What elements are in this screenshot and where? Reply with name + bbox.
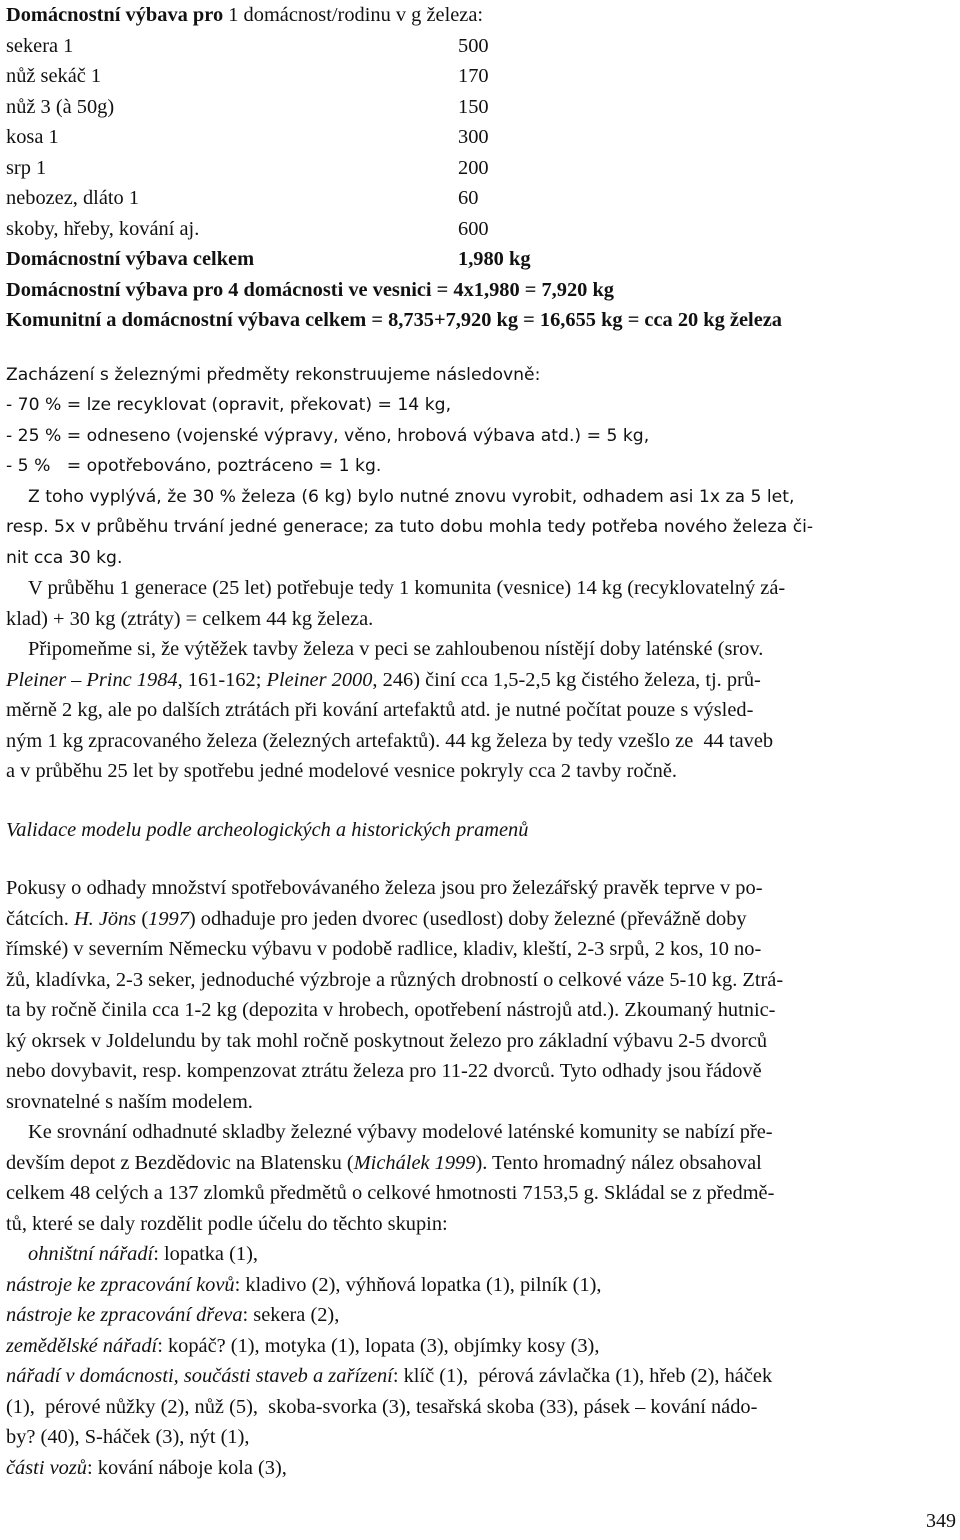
- group-item-cont: (1), pérové nůžky (2), nůž (5), skoba-svorka (3), tesařská skoba (33), pásek – kování nádo-: [6, 1395, 758, 1418]
- attempts-line: římské) v severním Německu výbavu v podobě radlice, kladiv, kleští, 2-3 srpů, 2 kos, 10 no-: [6, 938, 762, 960]
- village-total: Domácnostní výbava pro 4 domácnosti ve vesnici = 4x1,980 = 7,920 kg: [6, 278, 614, 301]
- row-value: 150: [458, 95, 489, 118]
- handling-section: [6, 360, 956, 574]
- group-label: zemědělské nářadí: [6, 1334, 158, 1357]
- group-label: nářadí v domácnosti, součásti staveb a zařízení: [6, 1365, 393, 1387]
- group-item: [6, 1331, 956, 1362]
- group-text: : lopatka (1),: [153, 1243, 258, 1265]
- row-label: kosa 1: [6, 126, 59, 148]
- text: resp. 5x v průběhu trvání jedné generace; za tuto dobu mohla tedy potřeba nového železa či-: [6, 517, 814, 537]
- group-text: : kování náboje kola (3),: [87, 1456, 287, 1479]
- row-value: 60: [458, 187, 479, 209]
- text: Z toho vyplývá, že 30 % železa (6 kg) bylo nutné znovu vyrobit, odhadem asi 1x za 5 let,: [28, 486, 795, 507]
- table-row: [6, 61, 956, 92]
- spacer: [6, 787, 956, 815]
- text: devším depot z Bezdědovic na Blatensku (: [6, 1151, 354, 1174]
- group-label: ohništní nářadí: [28, 1243, 154, 1265]
- row-label: nůž sekáč 1: [6, 65, 102, 87]
- total-label: Domácnostní výbava celkem: [6, 248, 255, 270]
- group-label: nástroje ke zpracování kovů: [6, 1273, 235, 1296]
- table-title: [6, 0, 956, 31]
- section-heading: Validace modelu podle archeologických a historických pramenů: [6, 818, 529, 841]
- attempts-line: žů, kladívka, 2-3 seker, jednoduché výzbroje a různých drobností o celkové váze 5-10 kg. Ztrá-: [6, 968, 784, 991]
- yield-line: ným 1 kg zpracovaného železa (železných artefaktů). 44 kg železa by tedy vzešlo ze 44 taveb: [6, 729, 774, 752]
- text: , 246) činí cca 1,5-2,5 kg čistého železa, tj. prů-: [372, 668, 761, 691]
- group-label: nástroje ke zpracování dřeva: [6, 1304, 243, 1326]
- spacer: [6, 336, 956, 360]
- depot-line: [6, 1148, 956, 1179]
- text: (: [136, 907, 149, 930]
- group-item: [6, 1361, 956, 1392]
- group-item-cont: by? (40), S-háček (3), nýt (1),: [6, 1426, 250, 1448]
- row-value: 500: [458, 34, 489, 57]
- group-item: [6, 1453, 956, 1484]
- handling-para-line: nit cca 30 kg.: [6, 547, 123, 568]
- table-row: [6, 31, 956, 62]
- handling-para-line: [6, 482, 956, 513]
- table-row: [6, 214, 956, 245]
- spacer: [6, 845, 956, 873]
- attempts-line: nebo dovybavit, resp. kompenzovat ztrátu železa pro 11-22 dvorců. Tyto odhady jsou řádově: [6, 1060, 762, 1082]
- citation: Michálek 1999: [353, 1151, 476, 1174]
- yield-line: a v průběhu 25 let by spotřebu jedné modelové vesnice pokryly cca 2 tavby ročně.: [6, 760, 677, 782]
- attempts-line: srovnatelné s naším modelem.: [6, 1090, 253, 1113]
- depot-line: celkem 48 celých a 137 zlomků předmětů o celkové hmotnosti 7153,5 g. Skládal se z předmě-: [6, 1182, 775, 1204]
- row-value: 600: [458, 217, 489, 240]
- citation: Pleiner 2000: [266, 668, 373, 691]
- table-row: [6, 122, 956, 153]
- depot-line: tů, které se daly rozdělit podle účelu do těchto skupin:: [6, 1212, 448, 1235]
- table-row: [6, 153, 956, 184]
- row-value: 300: [458, 126, 489, 148]
- group-item: [6, 1239, 956, 1270]
- row-label: skoby, hřeby, kování aj.: [6, 217, 200, 240]
- generation-line: klad) + 30 kg (ztráty) = celkem 44 kg železa.: [6, 607, 374, 630]
- text: čátcích.: [6, 907, 74, 930]
- handling-item: - 25 % = odneseno (vojenské výpravy, věno, hrobová výbava atd.) = 5 kg,: [6, 425, 650, 446]
- citation: Pleiner – Princ 1984: [6, 668, 178, 691]
- yield-line: měrně 2 kg, ale po dalších ztrátách při kování artefaktů atd. je nutné počítat pouze s výsled-: [6, 699, 754, 721]
- yield-line: Připomeňme si, že výtěžek tavby železa v peci se zahloubenou nístějí doby laténské (srov.: [28, 638, 764, 660]
- attempts-line: [6, 904, 956, 935]
- group-label: části vozů: [6, 1456, 87, 1479]
- generation-line: V průběhu 1 generace (25 let) potřebuje tedy 1 komunita (vesnice) 14 kg (recyklovatelný zá-: [28, 577, 786, 599]
- table-row: [6, 183, 956, 214]
- handling-item: - 5 % = opotřebováno, poztráceno = 1 kg.: [6, 456, 382, 476]
- attempts-line: ta by ročně činila cca 1-2 kg (depozita v hrobech, opotřebení nástrojů atd.). Zkoumaný hutnic-: [6, 999, 776, 1021]
- row-value: 200: [458, 156, 489, 179]
- group-text: : sekera (2),: [242, 1304, 340, 1326]
- page-number: 349: [926, 1510, 956, 1532]
- attempts-line: Pokusy o odhady množství spotřebovávaného železa jsou pro železářský pravěk teprve v po-: [6, 877, 763, 899]
- row-value: 170: [458, 65, 489, 87]
- group-text: : kopáč? (1), motyka (1), lopata (3), objímky kosy (3),: [157, 1334, 600, 1357]
- attempts-line: ký okrsek v Joldelundu by tak mohl ročně poskytnout železo pro základní výbavu 2-5 dvorců: [6, 1029, 768, 1052]
- document-page: [6, 0, 956, 1483]
- group-item: [6, 1270, 956, 1301]
- citation: 1997: [148, 907, 189, 930]
- table-title-rest: 1 domácnost/rodinu v g železa:: [223, 4, 484, 26]
- group-text: : klíč (1), pérová závlačka (1), hřeb (2), háček: [392, 1365, 773, 1387]
- table-row: [6, 92, 956, 123]
- community-total: Komunitní a domácnostní výbava celkem = 8,735+7,920 kg = 16,655 kg = cca 20 kg železa: [6, 309, 782, 331]
- handling-para-line: [6, 512, 956, 543]
- table-title-bold: Domácnostní výbava pro: [6, 4, 224, 26]
- yield-line: [6, 665, 956, 696]
- citation: H. Jöns: [73, 907, 137, 930]
- text: , 161-162;: [177, 668, 267, 691]
- total-value: 1,980 kg: [458, 248, 531, 270]
- row-label: nebozez, dláto 1: [6, 187, 140, 209]
- table-total-row: [6, 244, 956, 275]
- row-label: srp 1: [6, 156, 47, 179]
- depot-line: Ke srovnání odhadnuté skladby železné výbavy modelové laténské komunity se nabízí pře-: [28, 1121, 773, 1143]
- group-text: : kladivo (2), výhňová lopatka (1), pilník (1),: [234, 1273, 602, 1296]
- handling-item: - 70 % = lze recyklovat (opravit, překovat) = 14 kg,: [6, 395, 452, 415]
- handling-intro: Zacházení s železnými předměty rekonstruujeme následovně:: [6, 364, 541, 385]
- text: ) odhaduje pro jeden dvorec (usedlost) doby železné (převážně doby: [188, 907, 747, 930]
- row-label: sekera 1: [6, 34, 74, 57]
- group-item: [6, 1300, 956, 1331]
- text: ). Tento hromadný nález obsahoval: [475, 1151, 762, 1174]
- row-label: nůž 3 (à 50g): [6, 95, 115, 118]
